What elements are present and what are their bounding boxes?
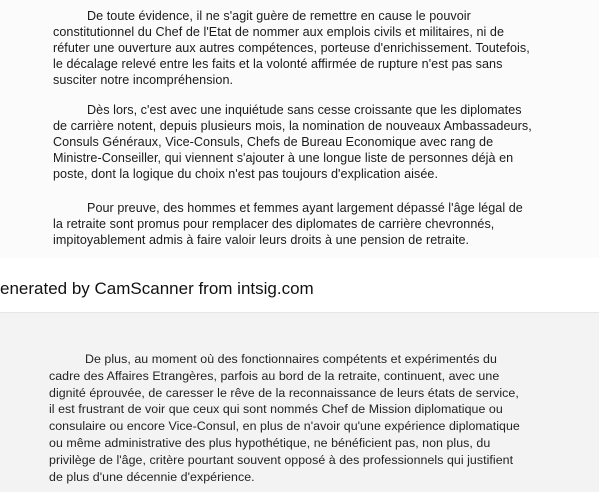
text-line: Dès lors, c'est avec une inquiétude sans cesse croissante que les diplomates xyxy=(87,103,522,117)
text-line: de carrière notent, depuis plusieurs mois, la nomination de nouveaux Ambassadeurs, xyxy=(53,119,532,133)
scanner-watermark-footer: enerated by CamScanner from intsig.com xyxy=(0,279,314,298)
text-line: la retraite sont promus pour remplacer des diplomates de carrière chevronnés, xyxy=(53,217,495,231)
page-gap xyxy=(0,300,599,312)
paragraph-de-plus xyxy=(49,351,569,485)
text-line: susciter notre incompréhension. xyxy=(53,73,234,87)
text-line: le décalage relevé entre les faits et la volonté affirmée de rupture n'est pas sans xyxy=(53,57,503,71)
text-line: dignité éprouvée, de caresser le rêve de la reconnaissance de leurs états de service, xyxy=(49,385,519,400)
text-line: De toute évidence, il ne s'agit guère de remettre en cause le pouvoir xyxy=(87,9,471,23)
text-line: Pour preuve, des hommes et femmes ayant largement dépassé l'âge légal de xyxy=(87,201,523,215)
text-line: Consuls Généraux, Vice-Consuls, Chefs de Bureau Economique avec rang de xyxy=(53,135,494,149)
text-line: De plus, au moment où des fonctionnaires compétents et expérimentés du xyxy=(85,352,497,366)
text-line: de plus d'une décennie d'expérience. xyxy=(49,469,255,484)
paragraph-evidence xyxy=(53,8,553,88)
scanned-page-bottom xyxy=(0,312,599,492)
text-line: constitutionnel du Chef de l'Etat de nommer aux emplois civils et militaires, ni de xyxy=(53,25,505,39)
text-line: privilège de l'âge, critère pourtant souvent opposé à des professionnels qui justifient xyxy=(49,452,514,467)
text-line: ou même administrative des plus hypothétique, ne bénéficient pas, non plus, du xyxy=(49,435,491,450)
paragraph-inquietude xyxy=(53,102,553,182)
text-line: Ministre-Conseiller, qui viennent s'ajouter à une longue liste de personnes déjà en xyxy=(53,151,514,165)
text-line: réfuter une ouverture aux autres compétences, porteuse d'enrichissement. Toutefois, xyxy=(53,41,530,55)
text-line: cadre des Affaires Etrangères, parfois au bord de la retraite, continuent, avec une xyxy=(49,368,500,383)
text-line: consulaire ou encore Vice-Consul, en plus de n'avoir qu'une expérience diplomatique xyxy=(49,419,520,434)
text-line: il est frustrant de voir que ceux qui sont nommés Chef de Mission diplomatique ou xyxy=(49,402,503,417)
text-line: impitoyablement admis à faire valoir leurs droits à une pension de retraite. xyxy=(53,233,470,247)
text-line: poste, dont la logique du choix n'est pas toujours d'explication aisée. xyxy=(53,167,439,181)
paragraph-preuve xyxy=(53,200,553,248)
